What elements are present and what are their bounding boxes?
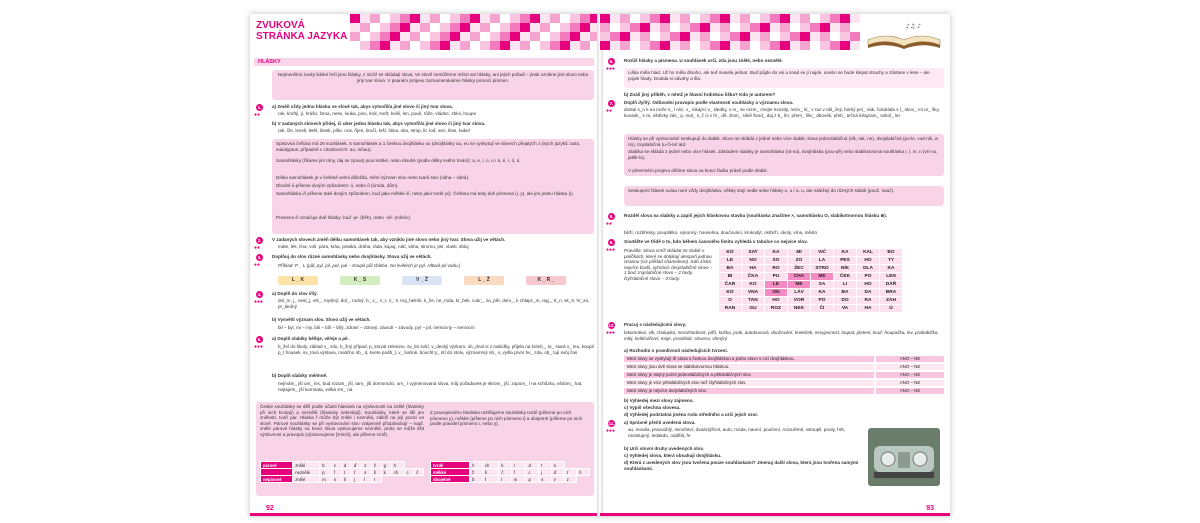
grid-cell: ŽEC xyxy=(788,265,811,273)
task-words: bil – byl, mi – my, bili – bílí – bílý, zdraví – zdravý, závodí – závody, pyl – pil, nemocný – nemocní xyxy=(278,325,475,330)
table-cell: m xyxy=(511,476,526,483)
table-cell: r xyxy=(511,462,526,469)
task-words: běží, rozbřesky, pouplátko, vykonný, houserka, doučování, krokodýl, ostřeží, úkoly, vína, město xyxy=(624,230,818,235)
table-cell: znělé xyxy=(293,462,320,469)
table-cell: ž xyxy=(371,462,381,469)
grid-row xyxy=(719,249,903,257)
word-chip: L _ K xyxy=(278,276,318,285)
table-cell: ň xyxy=(341,476,351,483)
table-cell: l xyxy=(362,476,372,483)
table-row xyxy=(261,476,424,483)
claim-answer[interactable]: ANO – NE xyxy=(876,388,944,394)
grid-cell: KAL xyxy=(857,249,880,257)
table-cell: n xyxy=(551,462,564,469)
grid-cell: CHA xyxy=(788,273,811,281)
grid-cell: NO xyxy=(742,257,765,265)
grid-cell: LI xyxy=(834,281,857,289)
task-number: 4. xyxy=(257,292,262,297)
task-words: dol_m, j_ nest_j, vrk_, myslný, dol_, rodný, b_ z_, n_t, n_ 3, troj_helník, k_že, ne_roda, kr_bek, cukr_, za_pět, dom_, k chlapc_m, rag_, tr_n, sk_tr, hr_za, pr_tiedný xyxy=(278,298,590,309)
svg-text:♪♫ ♪: ♪♫ ♪ xyxy=(906,23,921,30)
table-cell: ť xyxy=(351,469,361,476)
table-cell: č xyxy=(414,469,424,476)
consonant-pair-table xyxy=(260,461,424,483)
table-cell: š xyxy=(482,469,498,476)
grid-cell: LA xyxy=(811,257,834,265)
difficulty-dots: ●●● xyxy=(606,428,616,434)
grid-cell: LE xyxy=(719,257,742,265)
difficulty-dots: ●● xyxy=(606,108,613,114)
task-text: b) V zadaných slovech přidej, či uber jednu hlásku tak, abys vytvořil/a jiné slovo či jiný tvar slova. xyxy=(272,121,486,126)
info-text: Samohlásku i/í píšeme také dvojím způsobem, buď jako měkké i/í, nebo jako tvrdé y/ý. Čeština má tedy dvě písmena (i, y), ale jen jednu hlásku (i). xyxy=(276,191,574,196)
difficulty-dots: ●●● xyxy=(606,66,616,72)
grid-cell: ME xyxy=(811,273,834,281)
task-text: d) Která z uvedených slov jsou tvořena pouze souhláskami? Jmenuj další slova, která jsou tvořena samými souhláskami. xyxy=(624,460,859,471)
info-text: Hlásky se při vyslovování seskupují do slabik. Slovo se skládá z jedné nebo více slabik: slova jednoslabičná (vlk, rak, ne), dvojslabičná (po-le, vod-ník, a-no), trojslabičná (u-či-teľ atd. xyxy=(628,136,939,147)
open-book-icon xyxy=(862,18,946,50)
grid-cell: DO xyxy=(834,297,857,305)
title-line2: STRÁNKA JAZYKA xyxy=(256,31,348,42)
grid-cell: STRO xyxy=(811,265,834,273)
grid-cell: TAN xyxy=(742,297,765,305)
table-cell: r xyxy=(371,476,381,483)
grid-cell: RAN xyxy=(719,305,742,313)
pink-mosaic xyxy=(600,14,860,50)
grid-cell: MI xyxy=(788,249,811,257)
word-chip: K _ R _ xyxy=(526,276,566,285)
grid-cell: BO xyxy=(880,249,903,257)
grid-cell: VA xyxy=(834,305,857,313)
story-text: Liška měla hlad. Už ho měla dlouho, ale teď musela jednat. Buď půjde do vsi a snad se jí najde, anebo se bude klepat strachy a zůstane v lese – ale pojde hlady. Dodala si odvahy a šla. xyxy=(628,70,930,81)
grid-cell: ČAR xyxy=(719,281,742,289)
task-text: b) Vyhledej mezi slovy zájmeno. xyxy=(624,398,694,403)
table-cell: g xyxy=(381,462,391,469)
grid-cell: RO xyxy=(765,265,788,273)
table-cell: ž xyxy=(470,469,483,476)
task-text: c) Vypiš všechna slovesa. xyxy=(624,405,681,410)
claim-text: Mezi slovy je více pětislabičných slov než čtyřslabičných slov. xyxy=(624,380,874,386)
syllable-grid xyxy=(718,248,903,313)
grid-row xyxy=(719,305,903,313)
grid-cell: LÁV xyxy=(788,289,811,297)
table-cell: ř xyxy=(511,469,526,476)
table-cell: d xyxy=(341,462,351,469)
task-number: 11. xyxy=(608,421,615,426)
task-number: 9. xyxy=(609,240,614,245)
claim-answer[interactable]: ANO – NE xyxy=(876,372,944,378)
task-words: máte, lék, lína, volí, pára, kráa, praská, dráha, ráda, kupuj, nátí, váha, stromu, psí, vlasti, sbluj xyxy=(278,244,469,249)
difficulty-dots: ●● xyxy=(254,262,261,268)
table-cell: f xyxy=(482,476,498,483)
table-cell: ch xyxy=(391,469,404,476)
car-photo xyxy=(868,428,940,486)
task-words: rak, lže, lezeš, letět, blesk, píše, nos, říjen, bručí, krší, litina, oka, strop, lit, loď, sen, klas, kabel xyxy=(278,128,470,133)
task-words: nejmám_ jší um_ lec, bud rozum_ jší, tam_ jší domorodci, um_ l vyjmenovaná slova, můj požadavek je skrom_ jší, zapom_ l na schůzku, vědom_ hat, nejtajem_ jší komnata, velká zm_ na xyxy=(278,381,583,392)
grid-cell: VNA xyxy=(742,289,765,297)
task-number: 7. xyxy=(609,101,614,106)
grid-row xyxy=(719,273,903,281)
textbook-spread xyxy=(250,14,950,516)
difficulty-dots: ●● xyxy=(254,112,261,118)
table-cell: j xyxy=(539,469,551,476)
table-cell: j xyxy=(351,476,361,483)
grid-cell: PO xyxy=(811,297,834,305)
table-cell: neznělé xyxy=(293,469,320,476)
grid-cell: ROZ xyxy=(765,305,788,313)
right-page xyxy=(600,14,950,516)
task-text: a) Správně přečti uvedená slova. xyxy=(624,420,696,425)
word-chip: L _ Ž xyxy=(464,276,504,285)
page-number: 92 xyxy=(266,505,274,512)
consonant-hardness-table xyxy=(430,461,590,483)
table-cell: š xyxy=(371,469,381,476)
task-text: b) Vysvětli význam slov. Slovo užij ve větách. xyxy=(272,317,371,322)
grid-cell: BA xyxy=(834,289,857,297)
table-cell: h xyxy=(391,462,404,469)
grid-cell: RA xyxy=(857,297,880,305)
table-cell: l xyxy=(499,476,511,483)
task-text: a) Doplň slabiky bě/bje, vě/vje a pě. xyxy=(272,336,349,341)
word-chip: K _ S xyxy=(340,276,380,285)
task-text: d) Vyhledej podstatná jména rodu středního a urči jejich vzor. xyxy=(624,412,759,417)
table-cell: d xyxy=(526,462,539,469)
table-cell: b xyxy=(470,476,483,483)
grid-cell: KO xyxy=(742,281,765,289)
task-number: 5. xyxy=(257,337,262,342)
game-rules: Pravidla: Slova smíš skládat ze slabik v políčkách, které se dotýkají alespoň jednou stranou (viz příklad chameleon). Kdo získá nejvíce bodů, vyhrává: dvojslabičné slovo – 1 bod, trojslabičné slovo – 2 body, čtyřslabičné slovo – 3 body. xyxy=(624,248,713,281)
grid-cell: SAT xyxy=(742,249,765,257)
task-text: Doplň i/y/í/ý. Odůvodni pravopis podle vlastností souhlásky a významu slova. xyxy=(624,100,794,105)
info-text: České souhlásky se dělí podle účasti hlasivek na výslovnosti na znělé (hlasivky při nich kmitají) a neznělé (hlasivky nekmitají). Souhlásky, které se liší jen znělostí, tvoří pár. Hláska ř může být znělé i neznělá, záleží na její pozici ve slově. Párové souhlásky se při vyslovování slov vzájemně přizpůsobují – např. znělé párové hlásky na konci slova vyslovujeme neznělé, proto se může lišit výslovnost a pravopis (výslovnujeme [zmich], ale píšeme zmiř). xyxy=(260,404,424,437)
difficulty-dots: ●●● xyxy=(606,330,616,336)
table-cell: v xyxy=(551,476,564,483)
table-cell: k xyxy=(499,462,511,469)
task-example: Příklad: P _ L (půl, pyl, pil, pel, pal – Koupil půl chleba. Na květech je pyl. Hltavě pil vodu.) xyxy=(278,263,461,268)
grid-cell: KA xyxy=(811,289,834,297)
grid-cell: HA xyxy=(742,265,765,273)
table-cell: c xyxy=(526,469,539,476)
grid-cell: ČI xyxy=(811,305,834,313)
table-cell: n xyxy=(331,476,341,483)
table-cell: s xyxy=(362,469,372,476)
claim-answer[interactable]: ANO – NE xyxy=(876,356,944,362)
grid-cell: VOR xyxy=(788,297,811,305)
grid-cell: HO xyxy=(857,257,880,265)
claim-text: Mezi slovy je nejvíce dvojslabičných slov. xyxy=(624,388,874,394)
pink-mosaic xyxy=(350,14,600,50)
table-cell: t xyxy=(341,469,351,476)
grid-cell: BA xyxy=(719,265,742,273)
task-number: 10. xyxy=(608,323,615,328)
task-text: V zadaných slovech změň délku samohlásek tak, aby vzniklo jiné slovo nebo jiný tvar. Slova užij ve větách. xyxy=(272,237,506,242)
table-cell: p xyxy=(320,469,332,476)
info-text: Dlouhé ú píšeme dvojím způsobem: ú, nebo ů (úroda, dům). xyxy=(276,183,399,188)
grid-cell: GU xyxy=(742,305,765,313)
bottom-bar xyxy=(600,513,950,516)
table-cell: ť xyxy=(564,469,576,476)
chapter-title xyxy=(256,20,347,42)
task-text: Soutěžte ve třídě o to, kdo během časového limitu vyhledá v tabulce co nejvíce slov. xyxy=(624,239,808,244)
difficulty-dots: ●●● xyxy=(254,344,264,350)
difficulty-dots: ●● xyxy=(254,245,261,251)
task-text: a) Změň vždy jednu hlásku ve slově tak, abys vytvořil/a jiné slovo či jiný tvar slova. xyxy=(272,104,454,109)
task-words: rak, kroftý, jí, hrášo, žena, nese, louka, pivo, král, mořt, kvěli, len, poulí, růže, vládne, zbloi, houpe xyxy=(278,111,477,116)
task-text: b) Znáš jiný příběh, v němž je hlavní hrdinkou liška? Kdo je autorem? xyxy=(624,92,776,97)
grid-cell: BRA xyxy=(880,289,903,297)
task-text: Pracuj s následujícími slovy. xyxy=(624,322,687,327)
table-cell: znělé xyxy=(293,476,320,483)
table-row xyxy=(431,462,590,469)
grid-row xyxy=(719,297,903,305)
info-text: Z pravopisného hlediska rozlišujeme souhlásky tvrdé (píšeme po nich písmeno y), měkké (píšeme po nich písmeno i) a obojetné (píšeme po nich podle pravidel písmeno i, nebo y). xyxy=(430,410,583,427)
grid-cell: NÍK xyxy=(834,265,857,273)
table-cell: f xyxy=(331,469,341,476)
info-text: Písmeno ě označuje dvě hlásky: buď -je- (běh), nebo -ně- (měsíc). xyxy=(276,215,412,220)
grid-cell: TY xyxy=(880,257,903,265)
task-number: 2. xyxy=(257,238,262,243)
grid-cell: KA xyxy=(765,249,788,257)
grid-cell: DLA xyxy=(857,265,880,273)
info-text: Seskupení hlásek ou/au není vždy dvojhláska, někdy stojí vedle sebe hlásky o, u / a, u, ale náležejí do různých slabik (pouč, nauč). xyxy=(628,188,895,193)
table-cell: v xyxy=(331,462,341,469)
grid-cell: HO xyxy=(857,281,880,289)
grid-cell: KO xyxy=(719,289,742,297)
table-cell: párové xyxy=(261,462,293,469)
grid-cell: ČKA xyxy=(742,273,765,281)
grid-cell: ČEK xyxy=(834,273,857,281)
table-cell: t xyxy=(539,462,551,469)
task-number: 8. xyxy=(609,214,614,219)
table-cell: obojetné xyxy=(431,476,470,483)
table-cell: měkké xyxy=(431,469,470,476)
info-text: Spisovná čeština má 26 souhlásek, 5 samohlásek a 1 českou dvojhlásku ou (dvojhlásky au, eu se vyskytují ve slovech přejatých z jiných jazyků: auto, eukalyptus; případně v citoslovcích: au, mňau). xyxy=(276,141,581,152)
table-cell: ď xyxy=(351,462,361,469)
table-row xyxy=(431,469,590,476)
table-cell: k xyxy=(381,469,391,476)
info-text: Délka samohlásek je v češtině velmi důležitá, mění význam slov nebo tvarů slov (váha – váhá). xyxy=(276,175,470,180)
grid-cell: ME xyxy=(788,281,811,289)
grid-row xyxy=(719,265,903,273)
grid-row xyxy=(719,257,903,265)
table-cell: z xyxy=(564,476,576,483)
claim-answer[interactable]: ANO – NE xyxy=(876,380,944,386)
claim-text: Mezi slovy se vyskytují tři slova s českou dvojhláskou a jedno slovo s cizí dvojhláskou. xyxy=(624,356,874,362)
table-cell: tvrdé xyxy=(431,462,470,469)
task-number: 1. xyxy=(257,105,262,110)
task-text: b) Doplň slabiky mě/mně. xyxy=(272,373,328,378)
task-text: a) Doplň do slov i/í/ý. xyxy=(272,291,318,296)
grid-cell: O xyxy=(719,297,742,305)
difficulty-dots: ●● xyxy=(606,221,613,227)
grid-cell: KA xyxy=(834,249,857,257)
table-cell: ď xyxy=(551,469,564,476)
task-text: c) Vyhledej slova, která obsahují dvojhlásku. xyxy=(624,453,722,458)
grid-row xyxy=(719,281,903,289)
table-cell: b xyxy=(320,462,332,469)
claim-text: Mezi slovy jsou dvě slova se slabikotvornou hláskou. xyxy=(624,364,874,370)
table-cell: č xyxy=(499,469,511,476)
task-text: Rozliš hlásky a písmena. U souhlásek urči, zda jsou znělé, nebo neznělé. xyxy=(624,58,783,63)
table-cell: ch xyxy=(482,462,498,469)
grid-cell: ZAH xyxy=(880,297,903,305)
grid-cell: DÁŘ xyxy=(880,281,903,289)
table-cell: nepárové xyxy=(261,476,293,483)
task-words: dostal s_n k na moře s_ l nici, v_ nikající v_ sledky, v m_ se rozm_ chejte hvozdy, nezv_ kl_ v raz v obl_čeji, horký pel_ nák, čokoláda s l_ skov_ mi or_ šky, kousek_ s ra, oštěvky zás_ p, mal_ s_č ci v hr_ dě, zlom_ silně švod_ daj z b_ lín, přem_ šliv_ dbovék, přeb_ tečná kilogram_ sokol_ let xyxy=(624,107,940,118)
word-chip: V _ Ž xyxy=(402,276,442,285)
grid-cell: PO xyxy=(857,273,880,281)
task-text: b) Urči slovní druhy uvedených slov. xyxy=(624,446,704,451)
grid-cell: KA xyxy=(880,265,903,273)
task-text: Rozděl slova na slabiky a zapiš jejich hláskovou stavbu (souhláska značíme ×, samohlásku O, slabikotvornou hlásku ⊗). xyxy=(624,213,888,218)
table-cell: p xyxy=(526,476,539,483)
left-page xyxy=(250,14,600,516)
table-row xyxy=(261,462,424,469)
grid-cell: KO xyxy=(719,249,742,257)
table-row xyxy=(261,469,424,476)
page-number: 93 xyxy=(926,505,934,512)
task-text: Doplňuj do slov různé samohlásky nebo dvojhlásky. Slova užij ve větách. xyxy=(272,254,432,259)
grid-cell: PU xyxy=(765,273,788,281)
task-text: a) Rozhodni o pravdivosti následujících tvrzení. xyxy=(624,348,728,353)
difficulty-dots: ●●● xyxy=(254,299,264,305)
grid-cell: LEN xyxy=(880,273,903,281)
table-cell xyxy=(261,469,293,476)
table-cell: c xyxy=(404,469,414,476)
grid-cell: Ú xyxy=(880,305,903,313)
grid-cell: LE xyxy=(765,281,788,289)
grid-cell: BI xyxy=(719,273,742,281)
grid-cell: SO xyxy=(765,257,788,265)
table-row xyxy=(431,476,590,483)
bottom-bar xyxy=(250,513,600,516)
table-cell: h xyxy=(470,462,483,469)
grid-cell: SA xyxy=(811,281,834,289)
task-number: 6. xyxy=(609,59,614,64)
task-number: 3. xyxy=(257,255,262,260)
info-text: V písemném projevu dělíme slova na konci řádku právě podle slabik. xyxy=(628,168,768,173)
task-words: lokomotiva, vlk, chalupka, nerozhodnost, pilčí, kočka, prak, autobusová, doučování, kreteček, nevyjasnost, loupat, pletení, kouř, houpačka, lev, prababička, mléj, květinářství, moje, prosklotit, slovesa, vhmýrý xyxy=(624,330,939,341)
grid-cell: PES xyxy=(834,257,857,265)
header-band xyxy=(250,14,600,52)
info-text: Samohlásky (říkáme jim tóny, daj se zpívat) jsou krátké, nebo dlouhé (podle délky svého trvání): a, e, i, o, u / á, é, í, ó, ú. xyxy=(276,158,521,163)
section-heading: HLÁSKY xyxy=(254,58,594,66)
grid-cell: VIĆ xyxy=(811,249,834,257)
grid-cell: HA xyxy=(857,305,880,313)
intro-text: Nejmenšími zvuky lidské řeči jsou hlásky, z nichž se skládají slova. Ve slově nemůžeme měnit ani hlásky, ani jejich pořadí – jinak vznikne jiné slovo nebo jiný tvar slova. V psaném projevu zaznamenáváme hlásky pomocí písmen. xyxy=(277,72,589,83)
grid-row xyxy=(719,289,903,297)
grid-cell: ZO xyxy=(788,257,811,265)
difficulty-dots: ●●● xyxy=(606,247,616,253)
grid-cell: DA xyxy=(857,289,880,297)
table-cell: s xyxy=(539,476,551,483)
table-cell: ň xyxy=(577,469,590,476)
task-words: b_žel do školy, základ v_ zdu, b_žný případ, p_stoval zeleninu, sv_tlo svítí, v_decký výzkum, ob_dnal si z nabídky, přijela na koleb_, to_ stará v_ leu, koupil p_t housek, sv_tová výstava, matično ob_ d, kvete podb_l, v_ bahně, bouchl p_ stí do stolu, význammý ob_ v, vyšla první hv_ zda, ob_ tují svůj čas xyxy=(278,344,594,355)
grid-cell: HO xyxy=(765,297,788,305)
task-words: au, mouka, pravoúhlý, minořství, dvaáctýřicet, auto, móda, naumí, poučení, rozouřeně, vstoupil, pouty, hrb, neústupný, ledakdo, oddělit, ře xyxy=(628,427,846,438)
claim-text: Mezi slovy je stejný počet jednoslabičných a pětislabičných slov. xyxy=(624,372,874,378)
grid-cell: ON xyxy=(765,289,788,297)
grid-cell: NEK xyxy=(788,305,811,313)
title-line1: ZVUKOVÁ xyxy=(256,20,305,31)
claim-answer[interactable]: ANO – NE xyxy=(876,364,944,370)
info-text: Slabika se skládá z jedné nebo více hlásek. Základem slabiky je samohláska (rá-na), dvojhláska (pou-pě) nebo slabikotvorná souhláska r, l, m, n (vrí-no, jablk-lo). xyxy=(628,149,938,160)
table-cell: m xyxy=(320,476,332,483)
table-cell: z xyxy=(362,462,372,469)
